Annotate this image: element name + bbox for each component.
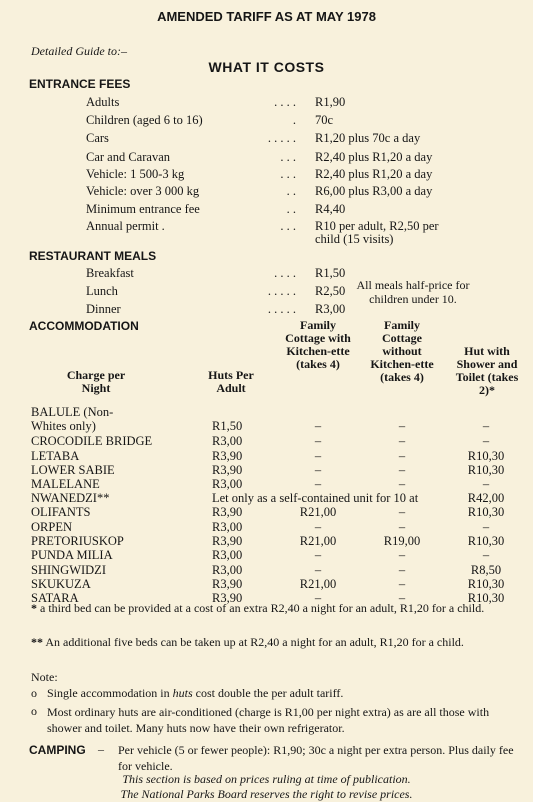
- fee-dots: . .: [286, 184, 296, 198]
- footnote-star-text: a third bed can be provided at a cost of an extra R2,40 a night for an adult, R1,20 for a child.: [40, 601, 485, 615]
- entrance-fee-row: [0, 202, 533, 217]
- note-1: [47, 686, 343, 701]
- cottage-with-kitchenette: –: [314, 520, 322, 534]
- notes-heading: Note:: [31, 670, 58, 684]
- col-header-cottage-without: Family Cottage without Kitchen-ette (takes 4): [370, 318, 434, 384]
- restaurant-heading: RESTAURANT MEALS: [29, 249, 157, 263]
- footer-line-1: This section is based on prices ruling at time of publication.: [122, 772, 411, 786]
- camp-name: Whites only): [31, 419, 96, 433]
- cottage-with-kitchenette: R21,00: [299, 577, 337, 591]
- camp-name: OLIFANTS: [31, 505, 91, 519]
- note-1-em: huts: [172, 686, 193, 700]
- huts-per-adult: R3,00: [212, 548, 243, 562]
- fee-price: R6,00 plus R3,00 a day: [315, 184, 433, 198]
- cottage-without-kitchenette: –: [398, 463, 406, 477]
- fee-dots: . . .: [280, 219, 296, 233]
- camp-name: LETABA: [31, 449, 80, 463]
- note-2: Most ordinary huts are air-conditioned (charge is R1,00 per night extra) as are all those with shower and toilet. Many huts now have their own refrigerator.: [47, 705, 490, 735]
- cottage-with-kitchenette: R21,00: [299, 534, 337, 548]
- fee-dots: . . . . .: [267, 131, 296, 145]
- col-header-huts: Huts Per Adult: [208, 368, 254, 395]
- note-1-post: cost double the per adult tariff.: [192, 686, 344, 700]
- fee-dots: . . .: [280, 167, 296, 181]
- note-1-pre: Single accommodation in: [47, 686, 173, 700]
- camp-name: ORPEN: [31, 520, 72, 534]
- section-subtitle: WHAT IT COSTS: [208, 59, 325, 75]
- table-row: [0, 405, 533, 420]
- cottage-with-kitchenette: –: [314, 548, 322, 562]
- entrance-fee-row: [0, 219, 533, 234]
- camp-name: LOWER SABIE: [31, 463, 115, 477]
- meal-price: R1,50: [315, 266, 346, 280]
- hut-with-shower: R10,30: [467, 449, 505, 463]
- table-row: [0, 463, 533, 478]
- table-row: [0, 534, 533, 549]
- table-row: [0, 477, 533, 492]
- table-row: [0, 520, 533, 535]
- hut-with-shower: R10,30: [467, 505, 505, 519]
- fee-label: Vehicle: 1 500-3 kg: [86, 167, 185, 181]
- fee-label: Children (aged 6 to 16): [86, 113, 203, 127]
- note-2-bullet: o: [31, 704, 37, 718]
- meal-dots: . . . . .: [267, 302, 296, 316]
- camping-label: CAMPING: [29, 743, 86, 757]
- cottage-without-kitchenette: –: [398, 577, 406, 591]
- meal-dots: . . . . .: [267, 284, 296, 298]
- cottage-without-kitchenette: –: [398, 449, 406, 463]
- fee-price: 70c: [315, 113, 334, 127]
- cottage-without-kitchenette: –: [398, 591, 406, 605]
- meal-label: Dinner: [86, 302, 121, 316]
- hut-with-shower: R10,30: [467, 591, 505, 605]
- huts-per-adult: R3,00: [212, 520, 243, 534]
- entrance-fee-row: [0, 184, 533, 199]
- fee-label: Car and Caravan: [86, 150, 170, 164]
- hut-note: Let only as a self-contained unit for 10 at: [212, 491, 419, 505]
- cottage-with-kitchenette: –: [314, 477, 322, 491]
- col-header-hut-shower: Hut with Shower and Toilet (takes 2)*: [455, 344, 519, 397]
- table-row: [0, 434, 533, 449]
- table-row: [0, 505, 533, 520]
- footnote-double-star: [31, 634, 521, 650]
- footnote-single-star: [31, 600, 521, 616]
- huts-per-adult: R3,90: [212, 449, 243, 463]
- table-row: [0, 563, 533, 578]
- fee-label: Cars: [86, 131, 109, 145]
- hut-with-shower: R8,50: [470, 563, 502, 577]
- fee-price: R1,20 plus 70c a day: [315, 131, 421, 145]
- huts-per-adult: R3,90: [212, 577, 243, 591]
- meals-half-price-note: All meals half-price for children under 10.: [356, 278, 470, 306]
- cottage-with-kitchenette: –: [314, 591, 322, 605]
- camp-name: CROCODILE BRIDGE: [31, 434, 153, 448]
- hut-with-shower: R10,30: [467, 534, 505, 548]
- table-row: [0, 577, 533, 592]
- guide-line: Detailed Guide to:–: [31, 44, 127, 58]
- fee-price: R2,40 plus R1,20 a day: [315, 150, 433, 164]
- camp-name: SKUKUZA: [31, 577, 91, 591]
- fee-dots: . .: [286, 202, 296, 216]
- huts-per-adult: R3,90: [212, 591, 243, 605]
- cottage-with-kitchenette: –: [314, 563, 322, 577]
- meal-dots: . . . .: [274, 266, 296, 280]
- fee-dots: . . .: [280, 150, 296, 164]
- meal-price: R2,50: [315, 284, 346, 298]
- entrance-fee-row: [0, 150, 533, 165]
- col-header-cottage-with: Family Cottage with Kitchen-ette (takes 4): [285, 318, 351, 371]
- note-1-bullet: o: [31, 686, 37, 700]
- fee-dots: . . . .: [274, 95, 296, 109]
- accommodation-heading: ACCOMMODATION: [29, 319, 139, 333]
- cottage-with-kitchenette: –: [314, 419, 322, 433]
- footnote-dstar-text: An additional five beds can be taken up at R2,40 a night for an adult, R1,20 for a child.: [45, 635, 464, 649]
- fee-price: R2,40 plus R1,20 a day: [315, 167, 433, 181]
- fee-dots: .: [292, 113, 296, 127]
- table-row: [0, 548, 533, 563]
- cottage-with-kitchenette: –: [314, 463, 322, 477]
- meal-price: R3,00: [315, 302, 346, 316]
- hut-with-shower: R10,30: [467, 577, 505, 591]
- fee-label: Annual permit .: [86, 219, 165, 233]
- fee-label: Adults: [86, 95, 120, 109]
- huts-per-adult: R3,00: [212, 563, 243, 577]
- cottage-without-kitchenette: –: [398, 520, 406, 534]
- table-row: [0, 491, 533, 506]
- camp-name: NWANEDZI**: [31, 491, 110, 505]
- cottage-without-kitchenette: –: [398, 505, 406, 519]
- meal-label: Breakfast: [86, 266, 134, 280]
- hut-with-shower: –: [482, 434, 490, 448]
- camping-dash: –: [98, 742, 104, 756]
- huts-per-adult: R3,90: [212, 534, 243, 548]
- camp-name: SATARA: [31, 591, 79, 605]
- entrance-fee-row: [0, 113, 533, 128]
- cottage-without-kitchenette: –: [398, 477, 406, 491]
- camp-name: BALULE (Non-: [31, 405, 114, 419]
- entrance-fee-row: [0, 167, 533, 182]
- entrance-fee-row: [0, 131, 533, 146]
- huts-per-adult: R3,00: [212, 434, 243, 448]
- hut-with-shower: R10,30: [467, 463, 505, 477]
- hut-with-shower: R42,00: [467, 491, 505, 505]
- huts-per-adult: R1,50: [212, 419, 243, 433]
- cottage-without-kitchenette: –: [398, 419, 406, 433]
- camp-name: SHINGWIDZI: [31, 563, 106, 577]
- camping-text: Per vehicle (5 or fewer people): R1,90; 30c a night per extra person. Plus daily fee for vehicle.: [118, 743, 514, 773]
- cottage-without-kitchenette: –: [398, 434, 406, 448]
- entrance-heading: ENTRANCE FEES: [29, 77, 131, 91]
- fee-label: Vehicle: over 3 000 kg: [86, 184, 200, 198]
- meal-label: Lunch: [86, 284, 118, 298]
- cottage-with-kitchenette: –: [314, 449, 322, 463]
- cottage-without-kitchenette: –: [398, 563, 406, 577]
- hut-with-shower: –: [482, 548, 490, 562]
- fee-price: R4,40: [315, 202, 346, 216]
- footnote-star-mark: *: [31, 601, 37, 615]
- col-header-charge: Charge per Night: [66, 368, 126, 395]
- camp-name: PRETORIUSKOP: [31, 534, 124, 548]
- footer-line-2: The National Parks Board reserves the right to revise prices.: [120, 787, 413, 801]
- fee-price: R10 per adult, R2,50 per: [315, 219, 439, 233]
- huts-per-adult: R3,00: [212, 477, 243, 491]
- cottage-without-kitchenette: –: [398, 548, 406, 562]
- camp-name: PUNDA MILIA: [31, 548, 113, 562]
- cottage-without-kitchenette: R19,00: [383, 534, 421, 548]
- huts-per-adult: R3,90: [212, 463, 243, 477]
- fee-label: Minimum entrance fee: [86, 202, 200, 216]
- entrance-fee-row: [0, 95, 533, 110]
- annual-permit-continued: child (15 visits): [315, 232, 394, 246]
- table-row: [0, 449, 533, 464]
- cottage-with-kitchenette: R21,00: [299, 505, 337, 519]
- fee-price: R1,90: [315, 95, 346, 109]
- huts-per-adult: R3,90: [212, 505, 243, 519]
- hut-with-shower: –: [482, 520, 490, 534]
- table-row: [0, 419, 533, 434]
- page-title: AMENDED TARIFF AS AT MAY 1978: [157, 9, 376, 24]
- footnote-dstar-mark: **: [31, 635, 43, 649]
- hut-with-shower: –: [482, 419, 490, 433]
- camp-name: MALELANE: [31, 477, 100, 491]
- hut-with-shower: –: [482, 477, 490, 491]
- cottage-with-kitchenette: –: [314, 434, 322, 448]
